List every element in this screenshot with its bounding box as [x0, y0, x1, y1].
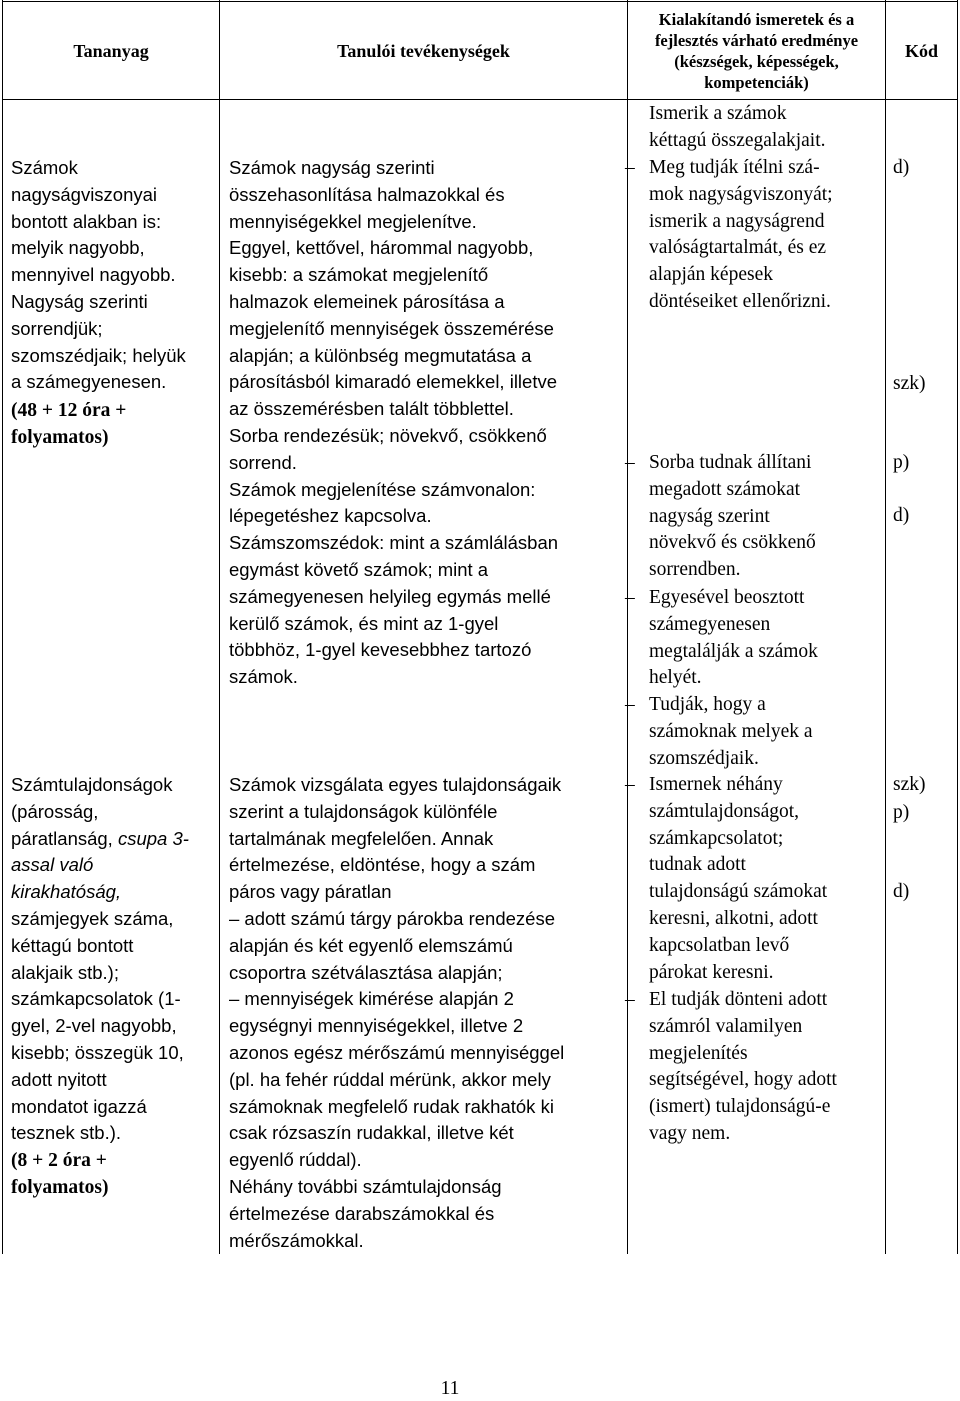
header-tanuloi-tevekenysegek: Tanulói tevékenységek [337, 41, 510, 61]
header-kialakitando-ismeretek: Kialakítandó ismeretek és a fejlesztés várható eredménye (készségek, képességek, kompetenciák) [654, 10, 859, 92]
column-divider-3 [885, 0, 886, 1254]
header-tananyag: Tananyag [73, 41, 149, 61]
tananyag-block-2-hours: (8 + 2 óra + folyamatos) [11, 1150, 109, 1198]
code-d-2: d) [893, 505, 910, 526]
document-page: Tananyag Tanulói tevékenységek Kialakítandó ismeretek és a fejlesztés várható eredménye (készségek, képességek, kompetenciák) Kód Számok nagyságviszonyai bontott alakban is: melyik nagyobb, mennyivel nagyobb. Nagyság szerinti sorrendjük; szomszédjaik; helyük a számegyenesen. (48 + 12 óra + folyamatos) Számtulajdonságok (párosság, páratlanság, csupa 3- assal való kirakhatóság, számjegyek száma, kéttagú bontott alakjaik stb.); számkapcsolatok (1- gyel, 2-vel nagyobb, kisebb; összegük 10, adott nyitott mondatot igazzá tesznek stb.). (8 + 2 óra + folyamatos) Számok nagyság szerinti összehasonlítása halmazokkal és mennyiségekkel megjelenítve. Eggyel, kettővel, hárommal nagyobb, kisebb: a számokat megjelenítő halmazok elemeinek párosítása a megjelenítő mennyiségek összemérése alapján; a különbség megmutatása a párosításból kimaradó elemekkel, illetve az összemérésben talált többlettel. Sorba rendezésük; növekvő, csökkenő sorrend. Számok megjelenítése számvonalon: lépegetéshez kapcsolva. Számszomszédok: mint a számlálásban egymást követő számok; mint a számegyenesen helyileg egymás mellé kerülő számok, és mint az 1-gyel többhöz, 1-gyel kevesebbhez tartozó számok. Számok vizsgálata egyes tulajdonságaik szerint a tulajdonságok különféle tartalmának megfelelően. Annak értelmezése, eldöntése, hogy a szám páros vagy páratlan – adott számú tárgy párokba rendezése alapján és két egyenlő elemszámú csoportra szétválasztása alapján; – mennyiségek kimérése alapján 2 egységnyi mennyiségekkel, illetve 2 azonos egész mérőszámú mennyiséggel (pl. ha fehér rúddal mérünk, akkor mely számoknak megfelelő rudak rakhatók ki csak rózsaszín rudakkal, illetve két egyenlő rúddal). Néhány további számtulajdonság értelmezése darabszámokkal és mérőszámokkal. Ismerik a számok kéttagú összegalakjait. – Meg tudják ítélni szá- mok nagyságviszonyát; ismerik a nagyságrend valóságtartalmát, és ez alapján képesek döntéseiket ellenőrizni. – Sorba tudnak állítani megadott számokat nagyság szerint növekvő és csökkenő sorrendben. – Egyesével beosztott számegyenesen megtalálják a számok helyét. – Tudják, hogy a számoknak melyek a szomszédjaik. – Ismernek néhány számtulajdonságot, számkapcsolatot; tudnak adott tulajdonságú számokat keresni, alkotni, adott kapcsolatban levő párokat keresni. – El tudják dönteni adott számról valamilyen megjelenítés segítségével, hogy adott (ismert) tulajdonságú-e vagy nem. d) szk) p) d) szk) p) d) 11 [0, 0, 960, 1401]
page-number: 11 [440, 1378, 460, 1399]
code-d-1: d) [893, 157, 910, 178]
table-border-right [957, 0, 958, 1254]
tananyag-block-1: Számok nagyságviszonyai bontott alakban is: melyik nagyobb, mennyivel nagyobb. Nagyság szerinti sorrendjük; szomszédjaik; helyük a számegyenesen. [11, 157, 186, 393]
column-divider-1 [219, 0, 220, 1254]
tananyag-block-1-hours: (48 + 12 óra + folyamatos) [11, 400, 127, 448]
header-kod: Kód [904, 41, 938, 61]
code-szk-1: szk) [893, 373, 926, 394]
tevekenyseg-block-2: Számok vizsgálata egyes tulajdonságaik szerint a tulajdonságok különféle tartalmának megfelelően. Annak értelmezése, eldöntése, hogy a szám páros vagy páratlan – adott számú tárgy párokba rendezése alapján és két egyenlő elemszámú csoportra szétválasztása alapján; – mennyiségek kimérése alapján 2 egységnyi mennyiségekkel, illetve 2 azonos egész mérőszámú mennyiséggel (pl. ha fehér rúddal mérünk, akkor mely számoknak megfelelő rudak rakhatók ki csak rózsaszín rudakkal, illetve két egyenlő rúddal). Néhány további számtulajdonság értelmezése darabszámokkal és mérőszámokkal. [229, 774, 565, 1251]
tevekenyseg-block-1: Számok nagyság szerinti összehasonlítása halmazokkal és mennyiségekkel megjelenítve. Eggyel, kettővel, hárommal nagyobb, kisebb: a számokat megjelenítő halmazok elemeinek párosítása a megjelenítő mennyiségek összemérése alapján; a különbség megmutatása a párosításból kimaradó elemekkel, illetve az összemérésben talált többlettel. Sorba rendezésük; növekvő, csökkenő sorrend. Számok megjelenítése számvonalon: lépegetéshez kapcsolva. Számszomszédok: mint a számlálásban egymást követő számok; mint a számegyenesen helyileg egymás mellé kerülő számok, és mint az 1-gyel többhöz, 1-gyel kevesebbhez tartozó számok. [229, 157, 559, 688]
code-d-3: d) [893, 881, 910, 902]
code-p-2: p) [893, 802, 910, 823]
table-border-left [2, 0, 3, 1254]
header-bottom-border [2, 99, 958, 100]
code-p-1: p) [893, 452, 910, 473]
code-szk-2: szk) [893, 774, 926, 795]
tananyag-block-2: Számtulajdonságok (párosság, páratlanság, csupa 3- assal való kirakhatóság, számjegyek száma, kéttagú bontott alakjaik stb.); számkapcsolatok (1- gyel, 2-vel nagyobb, kisebb; összegük 10, adott nyitott mondatot igazzá tesznek stb.). [11, 774, 189, 1144]
tananyag-line-paratlansag: páratlanság, csupa 3- [11, 827, 189, 849]
column-divider-2 [627, 0, 628, 1254]
table-border-top [2, 1, 958, 2]
